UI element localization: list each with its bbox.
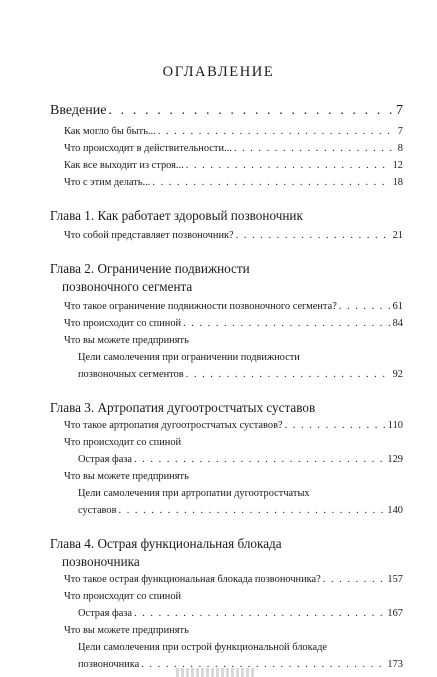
toc-entry-label: Что вы можете предпринять (64, 335, 189, 346)
toc-entry (50, 417, 403, 434)
toc-entry-intro (50, 101, 403, 121)
toc-page-number: 157 (387, 574, 403, 585)
toc-entry-label: Введение (50, 103, 107, 118)
dot-leader (186, 157, 391, 174)
toc-page-number: 61 (392, 301, 403, 312)
dot-leader (183, 315, 391, 332)
toc-page-number: 18 (392, 177, 403, 188)
toc-page-number: 92 (392, 369, 403, 380)
toc-entry-label: Что происходит со спиной (64, 437, 182, 448)
toc-entry-label: Цели самолечения при ограничении подвижности (78, 352, 300, 363)
toc-entry-label: позвоночника (78, 659, 140, 670)
chapter-4-title-cont: позвоночника (62, 554, 140, 569)
toc-entry-label: Острая фаза (78, 608, 133, 619)
toc-entry-label: позвоночных сегментов (78, 369, 184, 380)
toc-entry (50, 315, 403, 332)
toc-page-number: 8 (397, 143, 403, 154)
toc-entry-label: Что такое ограничение подвижности позвоночного сегмента? (64, 301, 337, 312)
dot-leader (134, 451, 385, 468)
page-title: ОГЛАВЛЕНИЕ (162, 64, 275, 80)
toc-page-number: 167 (387, 608, 403, 619)
toc-page-number: 140 (387, 505, 403, 516)
toc-entry (50, 571, 403, 588)
toc-entry (50, 502, 403, 519)
toc-entry (50, 123, 403, 140)
dot-leader (323, 571, 386, 588)
dot-leader (339, 298, 391, 315)
toc-entry-label: Что вы можете предпринять (64, 471, 189, 482)
toc-entry-label: Как могло бы быть... (64, 126, 156, 137)
toc-entry-label: Острая фаза (78, 454, 133, 465)
toc-entry (50, 451, 403, 468)
toc-page-number: 21 (392, 230, 403, 241)
dot-leader (236, 227, 391, 244)
chapter-2-title-cont: позвоночного сегмента (62, 279, 193, 294)
toc-entry-label: Что вы можете предпринять (64, 625, 189, 636)
toc-page-number: 12 (392, 160, 403, 171)
chapter-2-title: Глава 2. Ограничение подвижности (50, 261, 250, 276)
table-of-contents (50, 101, 403, 673)
toc-entry-label: Что собой представляет позвоночник? (64, 230, 234, 241)
toc-entry-label: Что происходит со спиной (64, 318, 182, 329)
dot-leader (152, 174, 390, 191)
toc-entry (50, 366, 403, 383)
toc-entry (50, 298, 403, 315)
toc-entry (50, 605, 403, 622)
toc-entry-label: Что такое острая функциональная блокада позвоночника? (64, 574, 321, 585)
toc-entry (50, 174, 403, 191)
dot-leader (119, 502, 386, 519)
dot-leader (108, 101, 394, 121)
next-page-bleed-through (176, 668, 254, 677)
dot-leader (158, 123, 396, 140)
chapter-1-title: Глава 1. Как работает здоровый позвоночник (50, 208, 303, 223)
toc-page-number: 173 (387, 659, 403, 670)
toc-entry (50, 140, 403, 157)
chapter-4-title: Глава 4. Острая функциональная блокада (50, 536, 282, 551)
toc-entry-label: Что такое артропатия дугоотростчатых суставов? (64, 420, 283, 431)
chapter-3-title: Глава 3. Артропатия дугоотростчатых суставов (50, 400, 316, 415)
dot-leader (134, 605, 385, 622)
toc-entry-label: Что происходит со спиной (64, 591, 182, 602)
toc-entry (50, 157, 403, 174)
toc-entry-label: Как все выходит из строя... (64, 160, 184, 171)
toc-entry (50, 227, 403, 244)
toc-page-number: 110 (387, 420, 403, 431)
toc-entry-label: Цели самолечения при острой функциональной блокаде (78, 642, 328, 653)
toc-page-number: 84 (392, 318, 403, 329)
toc-page-number: 7 (396, 103, 403, 118)
toc-page-number: 7 (397, 126, 403, 137)
toc-entry-label: Что с этим делать... (64, 177, 151, 188)
toc-entry-label: Что происходит в действительности... (64, 143, 232, 154)
toc-page-number: 129 (387, 454, 403, 465)
dot-leader (234, 140, 396, 157)
toc-entry-label: Цели самолечения при артропатии дугоотростчатых (78, 488, 310, 499)
dot-leader (186, 366, 391, 383)
toc-entry-label: суставов (78, 505, 117, 516)
dot-leader (285, 417, 386, 434)
